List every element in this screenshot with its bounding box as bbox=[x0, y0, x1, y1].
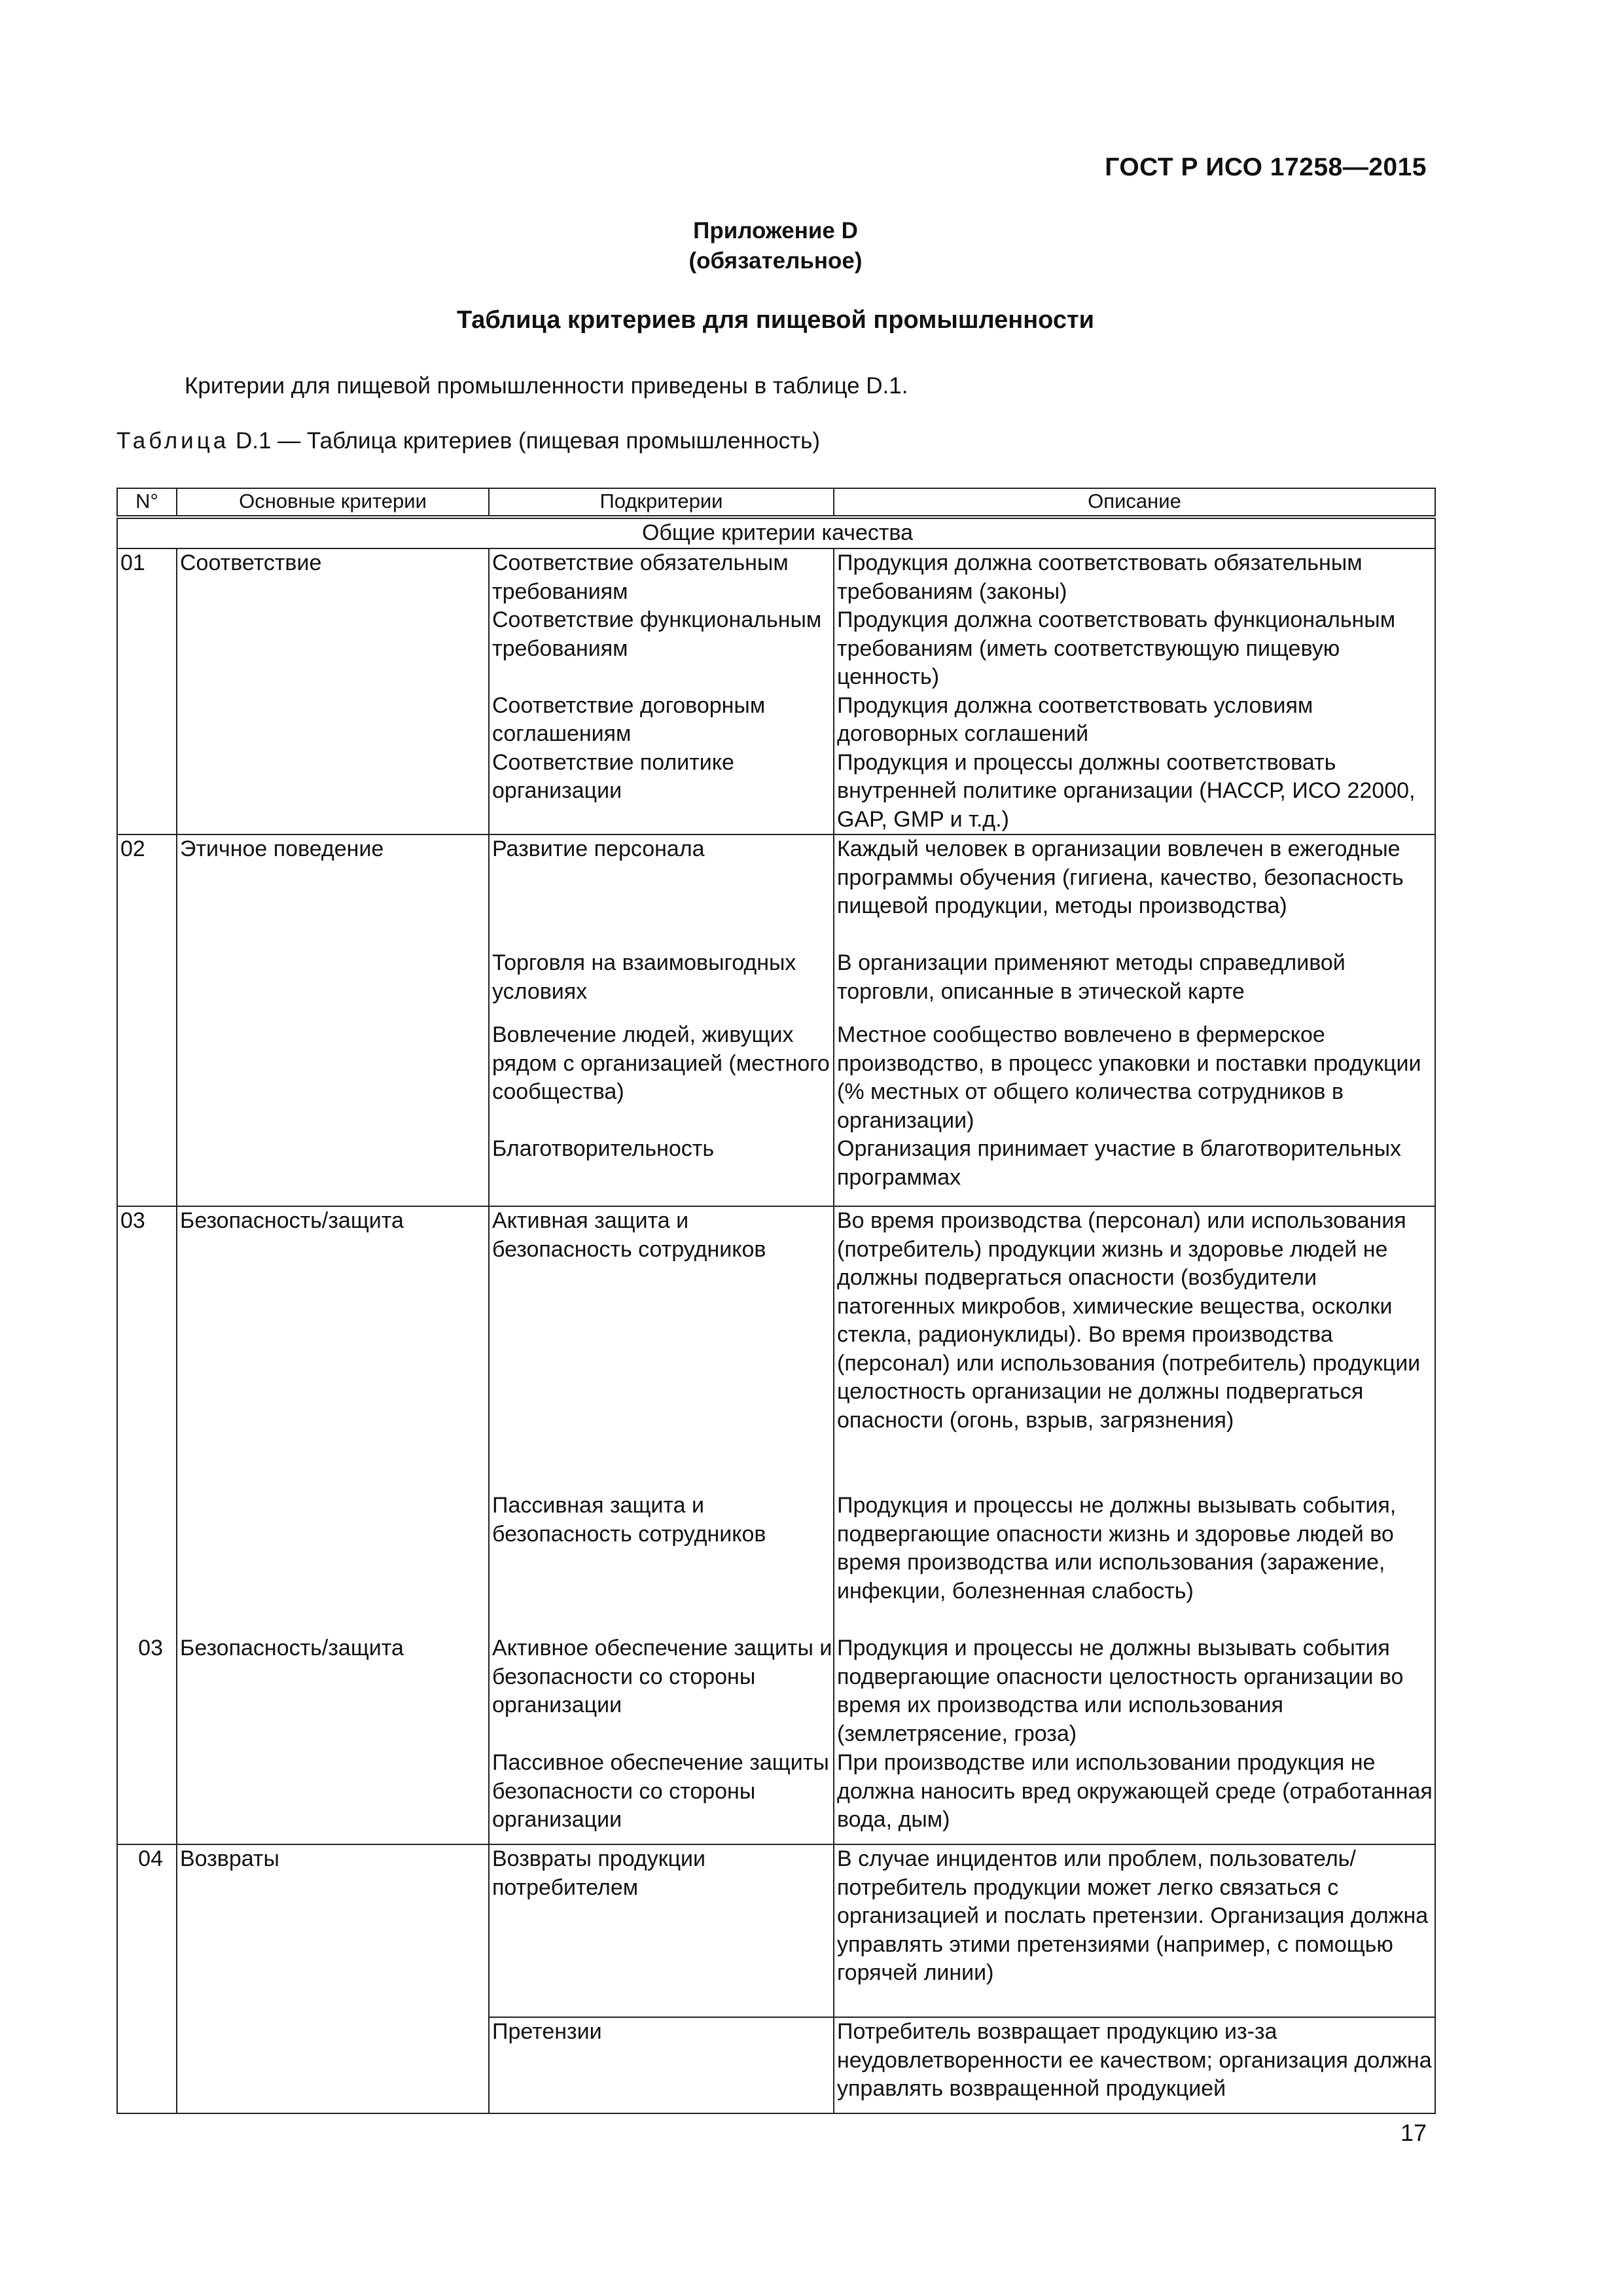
subcriterion: Пассивная защита и безопасность сотрудников bbox=[489, 1492, 834, 1634]
description: Продукция должна соответствовать обязательным требованиям (законы) bbox=[834, 548, 1435, 606]
subcriterion: Благотворительность bbox=[489, 1135, 834, 1206]
header-subcriteria: Подкритерии bbox=[489, 488, 834, 517]
subcriterion: Активное обеспечение защиты и безопасности со стороны организации bbox=[489, 1634, 834, 1749]
page-number: 17 bbox=[1400, 2119, 1427, 2146]
subcriterion: Возвраты продукции потребителем bbox=[489, 1844, 834, 2017]
subcriterion: Претензии bbox=[489, 2017, 834, 2113]
annex-label: Приложение D bbox=[693, 218, 858, 243]
intro-paragraph: Критерии для пищевой промышленности приведены в таблице D.1. bbox=[185, 373, 908, 399]
subcriterion: Вовлечение людей, живущих рядом с организацией (местного сообщества) bbox=[489, 1021, 834, 1135]
description: Во время производства (персонал) или использования (потребитель) продукции жизнь и здоровье людей не должны подвергаться опасности (возбудители патогенных микробов, химические вещества, осколки стекла, радионуклиды). Во время производства (персонал) или использования (потребитель) продукции целостность организации не должны подвергаться опасности (огонь, взрыв, загрязнения) bbox=[834, 1206, 1435, 1492]
standard-designation: ГОСТ Р ИСО 17258—2015 bbox=[1105, 153, 1427, 181]
table-header-row bbox=[117, 488, 1435, 517]
criteria-table bbox=[116, 488, 1436, 2114]
description: Продукция и процессы не должны вызывать события подвергающие опасности целостность организации во время их производства или использования (землетрясение, гроза) bbox=[834, 1634, 1435, 1749]
row-number: 03 bbox=[117, 1206, 177, 1634]
subcriterion: Соответствие функциональным требованиям bbox=[489, 606, 834, 692]
caption-text: D.1 — Таблица критериев (пищевая промышленность) bbox=[229, 428, 821, 454]
row-number: 02 bbox=[117, 834, 177, 1206]
description: Каждый человек в организации вовлечен в ежегодные программы обучения (гигиена, качество, безопасность пищевой продукции, методы производства) bbox=[834, 834, 1435, 949]
description: В случае инцидентов или проблем, пользователь/потребитель продукции может легко связаться с организацией и послать претензии. Организация должна управлять этими претензиями (например, с помощью горячей линии) bbox=[834, 1844, 1435, 2017]
header-main-criteria: Основные критерии bbox=[177, 488, 489, 517]
subcriterion: Торговля на взаимовыгодных условиях bbox=[489, 949, 834, 1021]
main-criterion: Безопасность/защита bbox=[177, 1206, 489, 1634]
annex-status: (обязательное) bbox=[688, 248, 863, 274]
description: Продукция и процессы не должны вызывать события, подвергающие опасности жизнь и здоровье людей во время производства или использования (заражение, инфекции, болезненная слабость) bbox=[834, 1492, 1435, 1634]
table-row bbox=[117, 1634, 1435, 1749]
subcriterion: Развитие персонала bbox=[489, 834, 834, 949]
main-criterion: Этичное поведение bbox=[177, 834, 489, 1206]
main-criterion: Возвраты bbox=[177, 1844, 489, 2113]
group-label: Общие критерии качества bbox=[117, 517, 1435, 548]
table-row bbox=[117, 548, 1435, 606]
row-number: 03 bbox=[117, 1634, 177, 1844]
subcriterion: Соответствие обязательным требованиям bbox=[489, 548, 834, 606]
group-row bbox=[117, 517, 1435, 548]
description: Продукция должна соответствовать условиям договорных соглашений bbox=[834, 692, 1435, 749]
row-number: 01 bbox=[117, 548, 177, 834]
caption-prefix: Таблица bbox=[116, 428, 230, 454]
description: В организации применяют методы справедливой торговли, описанные в этической карте bbox=[834, 949, 1435, 1021]
subcriterion: Соответствие политике организации bbox=[489, 749, 834, 835]
table-caption bbox=[116, 428, 820, 454]
description: При производстве или использовании продукция не должна наносить вред окружающей среде (отработанная вода, дым) bbox=[834, 1749, 1435, 1844]
description: Продукция должна соответствовать функциональным требованиям (иметь соответствующую пищевую ценность) bbox=[834, 606, 1435, 692]
subcriterion: Активная защита и безопасность сотрудников bbox=[489, 1206, 834, 1492]
table-row bbox=[117, 1844, 1435, 2017]
row-number: 04 bbox=[117, 1844, 177, 2113]
description: Продукция и процессы должны соответствовать внутренней политике организации (НАССР, ИСО 22000, GAP, GMP и т.д.) bbox=[834, 749, 1435, 835]
header-description: Описание bbox=[834, 488, 1435, 517]
header-number: N° bbox=[117, 488, 177, 517]
subcriterion: Соответствие договорным соглашениям bbox=[489, 692, 834, 749]
main-criterion: Безопасность/защита bbox=[177, 1634, 489, 1844]
subcriterion: Пассивное обеспечение защиты безопасности со стороны организации bbox=[489, 1749, 834, 1844]
table-row bbox=[117, 1206, 1435, 1492]
table-row bbox=[117, 834, 1435, 949]
description: Потребитель возвращает продукцию из-за неудовлетворенности ее качеством; организация должна управлять возвращенной продукцией bbox=[834, 2017, 1435, 2113]
description: Местное сообщество вовлечено в фермерское производство, в процесс упаковки и поставки продукции (% местных от общего количества сотрудников в организации) bbox=[834, 1021, 1435, 1135]
annex-title: Таблица критериев для пищевой промышленности bbox=[457, 306, 1094, 334]
annex-heading bbox=[0, 216, 1551, 276]
main-criterion: Соответствие bbox=[177, 548, 489, 834]
description: Организация принимает участие в благотворительных программах bbox=[834, 1135, 1435, 1206]
